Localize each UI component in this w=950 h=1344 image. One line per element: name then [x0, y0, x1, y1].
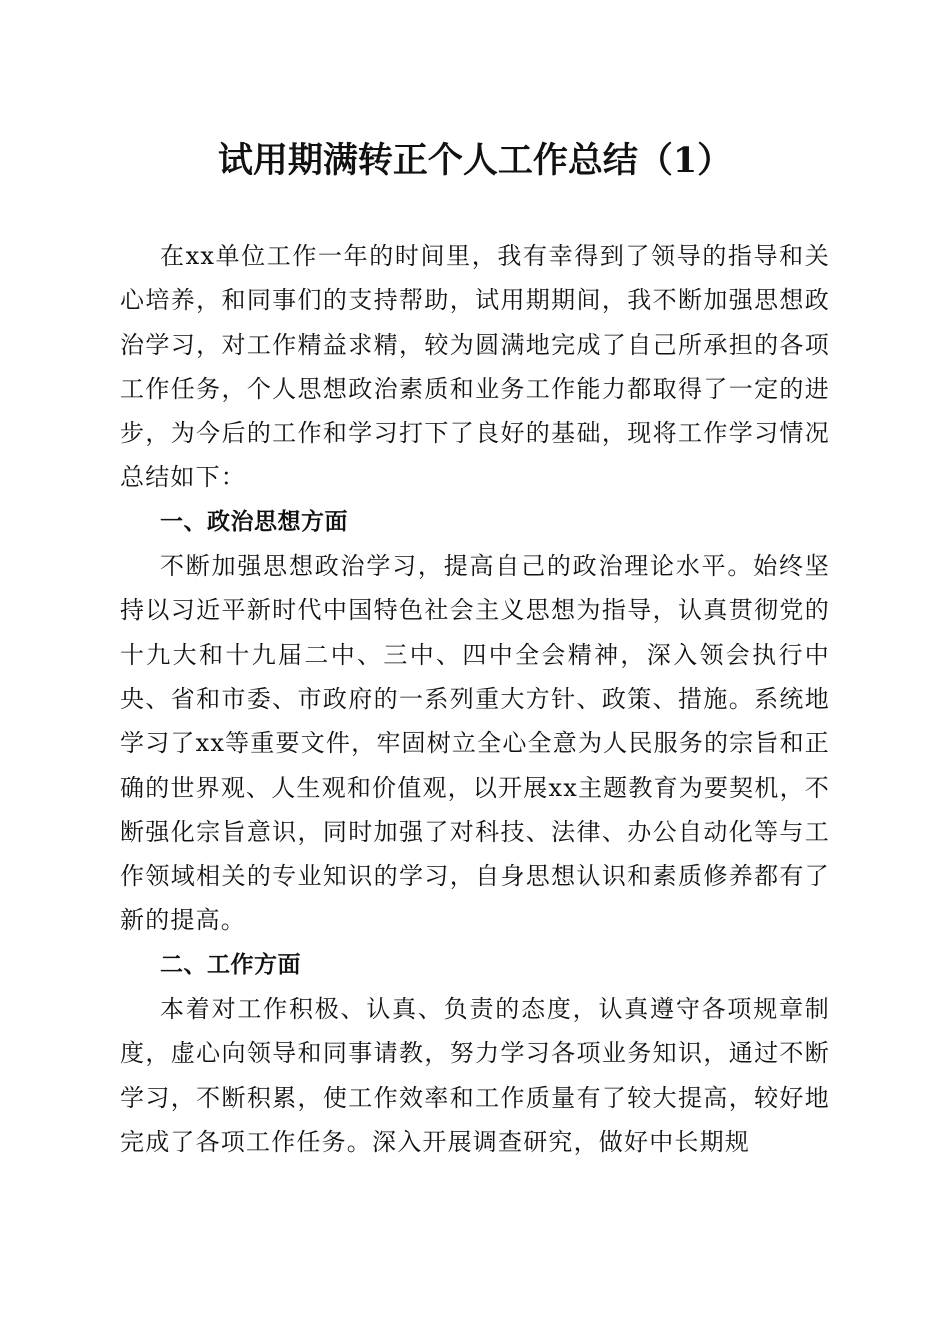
- section-heading-politics: 一、政治思想方面: [160, 508, 348, 535]
- section-heading-work: 二、工作方面: [160, 951, 301, 978]
- intro-paragraph: 在xx单位工作一年的时间里，我有幸得到了领导的指导和关心培养，和同事们的支持帮助，试用期期间，我不断加强思想政治学习，对工作精益求精，较为圆满地完成了自己所承担的各项工作任务，个人思想政治素质和业务工作能力都取得了一定的进步，为今后的工作和学习打下了良好的基础，现将工作学习情况总结如下：: [120, 242, 830, 492]
- page-title: 试用期满转正个人工作总结（1）: [217, 140, 733, 181]
- document-body: [120, 234, 830, 1164]
- section-paragraph-politics: 不断加强思想政治学习，提高自己的政治理论水平。始终坚持以习近平新时代中国特色社会主义思想为指导，认真贯彻党的十九大和十九届二中、三中、四中全会精神，深入领会执行中央、省和市委、市政府的一系列重大方针、政策、措施。系统地学习了xx等重要文件，牢固树立全心全意为人民服务的宗旨和正确的世界观、人生观和价值观，以开展xx主题教育为要契机，不断强化宗旨意识，同时加强了对科技、法律、办公自动化等与工作领域相关的专业知识的学习，自身思想认识和素质修养都有了新的提高。: [120, 552, 830, 935]
- section-paragraph-work: 本着对工作积极、认真、负责的态度，认真遵守各项规章制度，虚心向领导和同事请教，努力学习各项业务知识，通过不断学习，不断积累，使工作效率和工作质量有了较大提高，较好地完成了各项工作任务。深入开展调查研究，做好中长期规: [120, 995, 830, 1156]
